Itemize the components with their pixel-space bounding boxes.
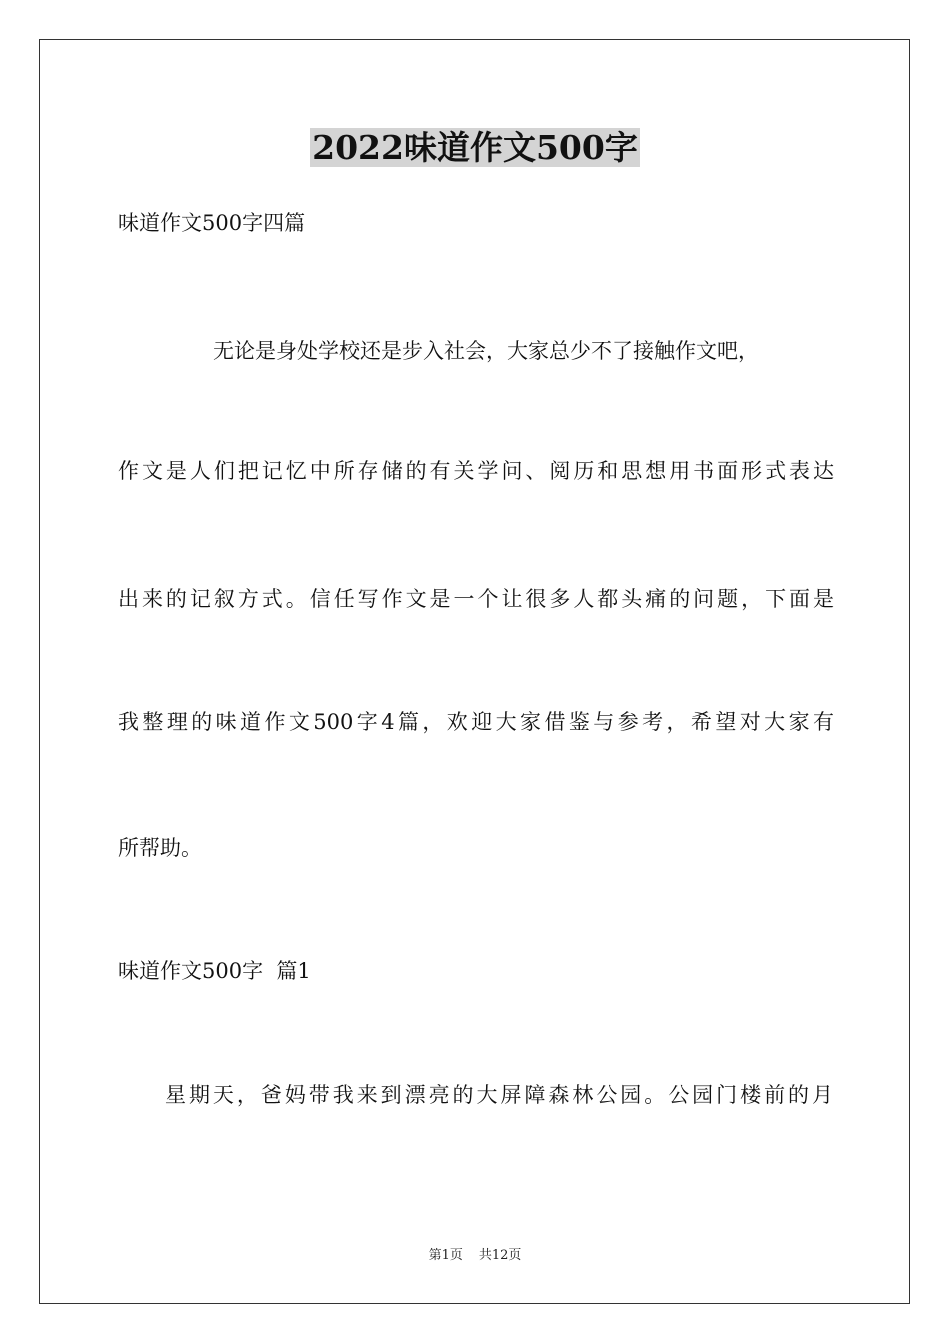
intro-line-1: 无论是身处学校还是步入社会，大家总少不了接触作文吧， xyxy=(213,339,759,363)
document-title xyxy=(0,128,950,168)
document-subtitle: 味道作文500字四篇 xyxy=(118,211,306,235)
page-footer xyxy=(0,1247,950,1265)
intro-line-4: 我整理的味道作文500字4篇，欢迎大家借鉴与参考，希望对大家有 xyxy=(118,710,834,734)
page-number-total: 共12页 xyxy=(478,1248,522,1263)
intro-line-2: 作文是人们把记忆中所存储的有关学问、阅历和思想用书面形式表达 xyxy=(118,459,834,483)
intro-line-5: 所帮助。 xyxy=(118,836,202,860)
document-title-text: 2022味道作文500字 xyxy=(312,128,638,167)
section-heading: 味道作文500字 篇1 xyxy=(118,959,311,983)
page-number-current: 第1页 xyxy=(428,1248,463,1263)
intro-line-3: 出来的记叙方式。信任写作文是一个让很多人都头痛的问题，下面是 xyxy=(118,587,834,611)
section-line-1: 星期天，爸妈带我来到漂亮的大屏障森林公园。公园门楼前的月 xyxy=(165,1083,833,1107)
